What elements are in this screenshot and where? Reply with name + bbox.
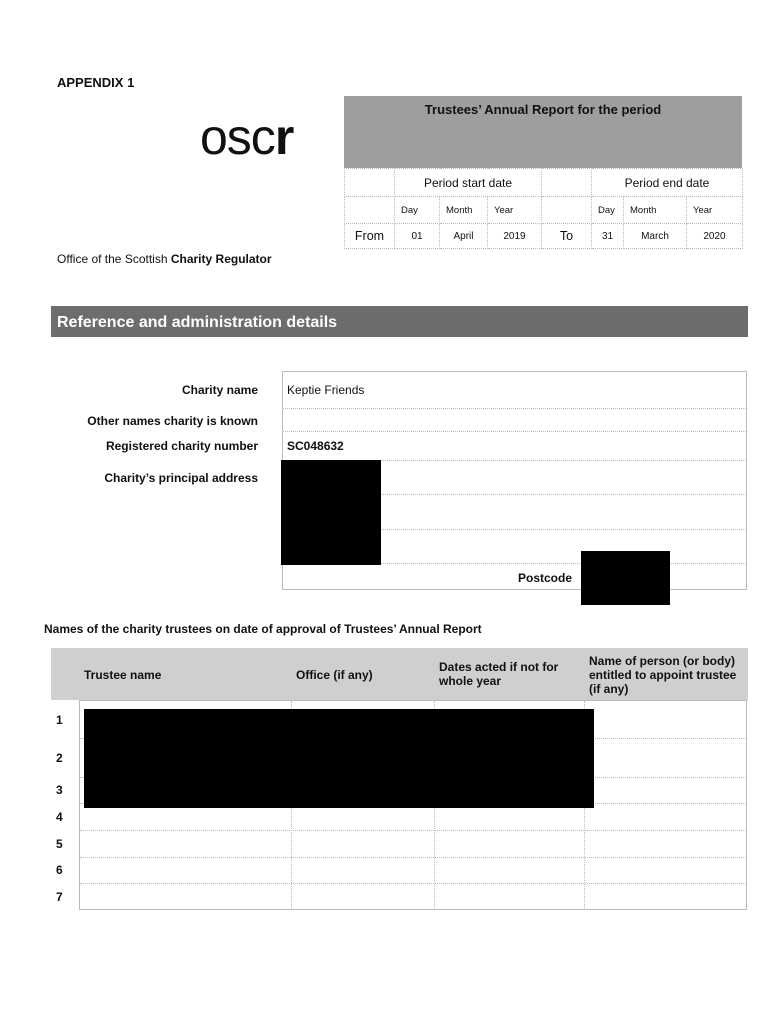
trustees-redaction — [84, 709, 594, 808]
end-day-header: Day — [592, 197, 624, 224]
start-year-header: Year — [488, 197, 542, 224]
table-row — [80, 857, 746, 858]
reg-number-label: Registered charity number — [105, 439, 258, 453]
start-month[interactable]: April — [440, 224, 488, 249]
start-year[interactable]: 2019 — [488, 224, 542, 249]
logo-main: osc — [200, 109, 275, 165]
start-day[interactable]: 01 — [395, 224, 440, 249]
period-title: Trustees’ Annual Report for the period — [344, 96, 742, 168]
address-redaction — [281, 460, 381, 565]
end-year-header: Year — [687, 197, 743, 224]
trustees-title: Names of the charity trustees on date of approval of Trustees’ Annual Report — [44, 622, 482, 636]
row-number: 6 — [56, 863, 63, 877]
charity-name-field[interactable]: Keptie Friends — [287, 383, 365, 397]
row-divider — [283, 408, 746, 409]
charity-name-label: Charity name — [181, 383, 258, 397]
end-month-header: Month — [624, 197, 687, 224]
start-day-header: Day — [395, 197, 440, 224]
report-period-box — [344, 96, 742, 249]
from-label: From — [345, 224, 395, 249]
office-bold: Charity Regulator — [170, 252, 272, 266]
col-office: Office (if any) — [296, 668, 373, 682]
office-name — [57, 252, 272, 266]
col-dates: Dates acted if not for whole year — [439, 660, 559, 688]
row-number: 3 — [56, 783, 63, 797]
row-number: 5 — [56, 837, 63, 851]
period-end-label: Period end date — [592, 169, 743, 197]
col-trustee-name: Trustee name — [84, 668, 162, 682]
row-number: 4 — [56, 810, 63, 824]
end-day[interactable]: 31 — [592, 224, 624, 249]
to-label: To — [542, 224, 592, 249]
table-row — [80, 883, 746, 884]
period-start-label: Period start date — [395, 169, 542, 197]
end-month[interactable]: March — [624, 224, 687, 249]
postcode-redaction — [581, 551, 670, 605]
reg-number-field[interactable]: SC048632 — [287, 439, 344, 453]
table-row — [80, 830, 746, 831]
row-number: 2 — [56, 751, 63, 765]
period-table — [344, 168, 743, 249]
section-banner: Reference and administration details — [51, 306, 748, 337]
trustees-table-header — [51, 648, 748, 700]
row-number: 1 — [56, 713, 63, 727]
office-prefix: Office of the Scottish — [57, 252, 171, 266]
appendix-label: APPENDIX 1 — [57, 75, 135, 90]
address-label: Charity’s principal address — [104, 471, 258, 485]
col-appoint: Name of person (or body) entitled to appoint trustee (if any) — [589, 654, 737, 696]
start-month-header: Month — [440, 197, 488, 224]
oscr-logo — [200, 109, 294, 165]
logo-accent: r — [274, 109, 294, 165]
end-year[interactable]: 2020 — [687, 224, 743, 249]
postcode-label: Postcode — [518, 571, 573, 585]
other-names-label: Other names charity is known — [87, 414, 258, 428]
row-number: 7 — [56, 890, 63, 904]
row-divider — [283, 431, 746, 432]
